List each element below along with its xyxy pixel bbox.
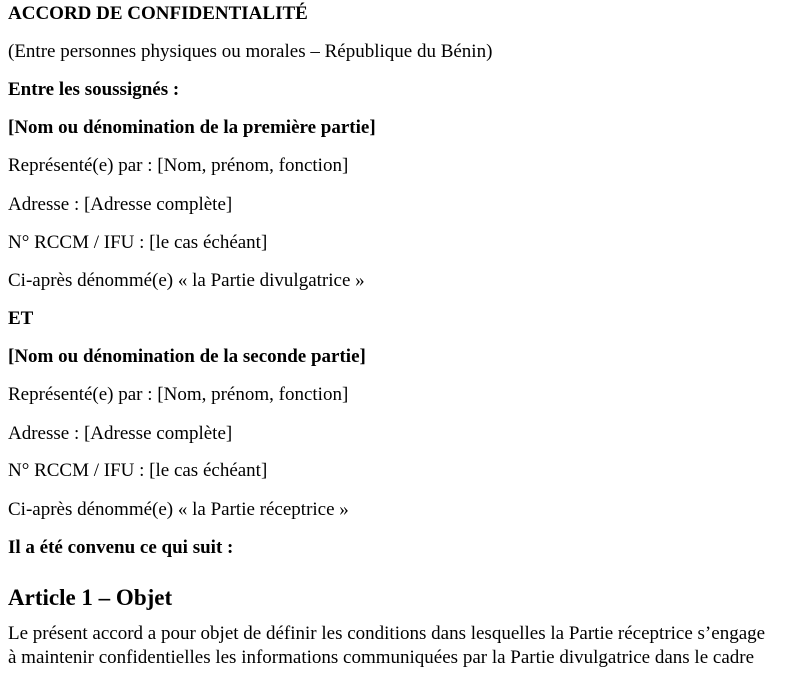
- party1-address: Adresse : [Adresse complète]: [8, 194, 233, 215]
- party2-rccm: N° RCCM / IFU : [le cas échéant]: [8, 460, 268, 481]
- article1-line2: à maintenir confidentielles les informations communiquées par la Partie divulgatrice dans le cadre: [8, 647, 755, 668]
- party2-name: [Nom ou dénomination de la seconde partie]: [8, 346, 366, 367]
- article1-line1: Le présent accord a pour objet de définir les conditions dans lesquelles la Partie réceptrice s’engage: [8, 623, 766, 644]
- article1-heading: Article 1 – Objet: [8, 585, 173, 610]
- parties-intro: Entre les soussignés :: [8, 79, 180, 100]
- party1-represented: Représenté(e) par : [Nom, prénom, fonction]: [8, 155, 349, 176]
- party2-address: Adresse : [Adresse complète]: [8, 423, 233, 444]
- party2-designation: Ci-après dénommé(e) « la Partie réceptrice »: [8, 499, 349, 520]
- party1-designation: Ci-après dénommé(e) « la Partie divulgatrice »: [8, 270, 365, 291]
- and-separator: ET: [8, 308, 34, 329]
- agreed-statement: Il a été convenu ce qui suit :: [8, 537, 234, 558]
- party1-rccm: N° RCCM / IFU : [le cas échéant]: [8, 232, 268, 253]
- party2-represented: Représenté(e) par : [Nom, prénom, fonction]: [8, 384, 349, 405]
- document-title: ACCORD DE CONFIDENTIALITÉ: [8, 3, 308, 24]
- document-subtitle: (Entre personnes physiques ou morales – République du Bénin): [8, 41, 493, 62]
- article1-paragraph: [8, 622, 810, 670]
- party1-name: [Nom ou dénomination de la première partie]: [8, 117, 376, 138]
